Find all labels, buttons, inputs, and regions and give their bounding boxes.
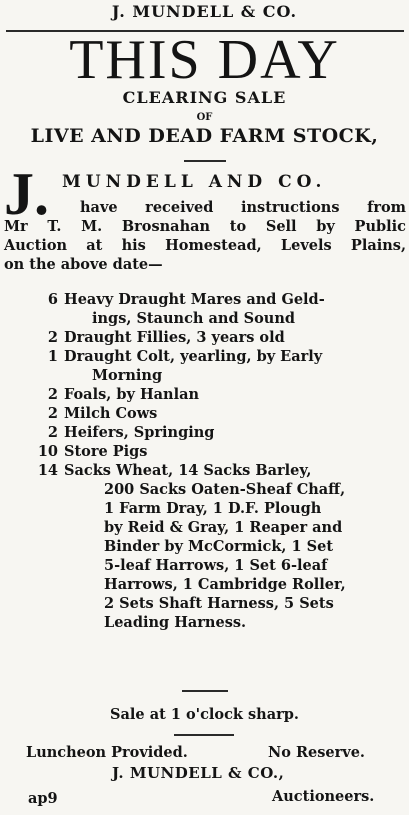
- auctioneers-title: Auctioneers.: [272, 788, 375, 805]
- section-rule: [174, 734, 234, 736]
- list-item: [0, 290, 409, 328]
- item-description: Harrows, 1 Cambridge Roller,: [104, 576, 346, 593]
- header-firm-name: J. MUNDELL & CO.: [111, 2, 298, 21]
- intro-line: Mr T. M. Brosnahan to Sell by Public: [4, 218, 406, 235]
- item-quantity: 10: [37, 443, 58, 460]
- intro-paragraph: [4, 198, 406, 274]
- stock-heading: LIVE AND DEAD FARM STOCK,: [30, 125, 379, 147]
- list-item: [0, 328, 409, 347]
- item-description: Milch Cows: [64, 405, 158, 422]
- list-item: [0, 404, 409, 423]
- list-item: [0, 442, 409, 461]
- headline: THIS DAY: [69, 29, 340, 91]
- sale-time: Sale at 1 o'clock sharp.: [110, 706, 299, 723]
- of-label: OF: [196, 112, 213, 123]
- item-description: Draught Colt, yearling, by Early: [64, 348, 323, 365]
- insertion-code: ap9: [28, 790, 58, 807]
- item-quantity: 2: [47, 405, 58, 422]
- item-description: Leading Harness.: [104, 614, 247, 631]
- item-quantity: 2: [47, 329, 58, 346]
- list-item: [0, 423, 409, 442]
- item-quantity: 2: [47, 424, 58, 441]
- luncheon-note: Luncheon Provided.: [26, 744, 188, 761]
- item-description: Foals, by Hanlan: [64, 386, 200, 403]
- item-list: [0, 290, 409, 632]
- firm-name-caps: MUNDELL AND CO.: [62, 172, 327, 192]
- subheadline: CLEARING SALE: [122, 88, 287, 107]
- item-quantity: 14: [37, 462, 58, 479]
- list-item: [0, 461, 409, 632]
- section-rule: [184, 160, 226, 162]
- item-description: Morning: [92, 367, 163, 384]
- list-item: [0, 385, 409, 404]
- item-description: 1 Farm Dray, 1 D.F. Plough: [104, 500, 322, 517]
- list-item: [0, 347, 409, 385]
- item-description: 200 Sacks Oaten-Sheaf Chaff,: [104, 481, 346, 498]
- item-quantity: 1: [47, 348, 58, 365]
- item-description: Draught Fillies, 3 years old: [64, 329, 285, 346]
- item-quantity: 6: [47, 291, 58, 308]
- item-quantity: 2: [47, 386, 58, 403]
- item-description: Sacks Wheat, 14 Sacks Barley,: [64, 462, 312, 479]
- item-description: ings, Staunch and Sound: [92, 310, 296, 327]
- item-description: 2 Sets Shaft Harness, 5 Sets: [104, 595, 334, 612]
- section-rule: [182, 690, 228, 692]
- intro-line: have received instructions from: [80, 199, 406, 216]
- item-description: Store Pigs: [64, 443, 148, 460]
- reserve-note: No Reserve.: [268, 744, 365, 761]
- intro-line: Auction at his Homestead, Levels Plains,: [4, 237, 406, 254]
- intro-line: on the above date—: [4, 256, 163, 273]
- drop-initial: J.: [4, 161, 49, 227]
- item-description: by Reid & Gray, 1 Reaper and: [104, 519, 343, 536]
- item-description: Heifers, Springing: [64, 424, 215, 441]
- item-description: Binder by McCormick, 1 Set: [104, 538, 334, 555]
- item-description: Heavy Draught Mares and Geld-: [64, 291, 325, 308]
- footer-firm-name: J. MUNDELL & CO.,: [112, 764, 285, 782]
- item-description: 5-leaf Harrows, 1 Set 6-leaf: [104, 557, 328, 574]
